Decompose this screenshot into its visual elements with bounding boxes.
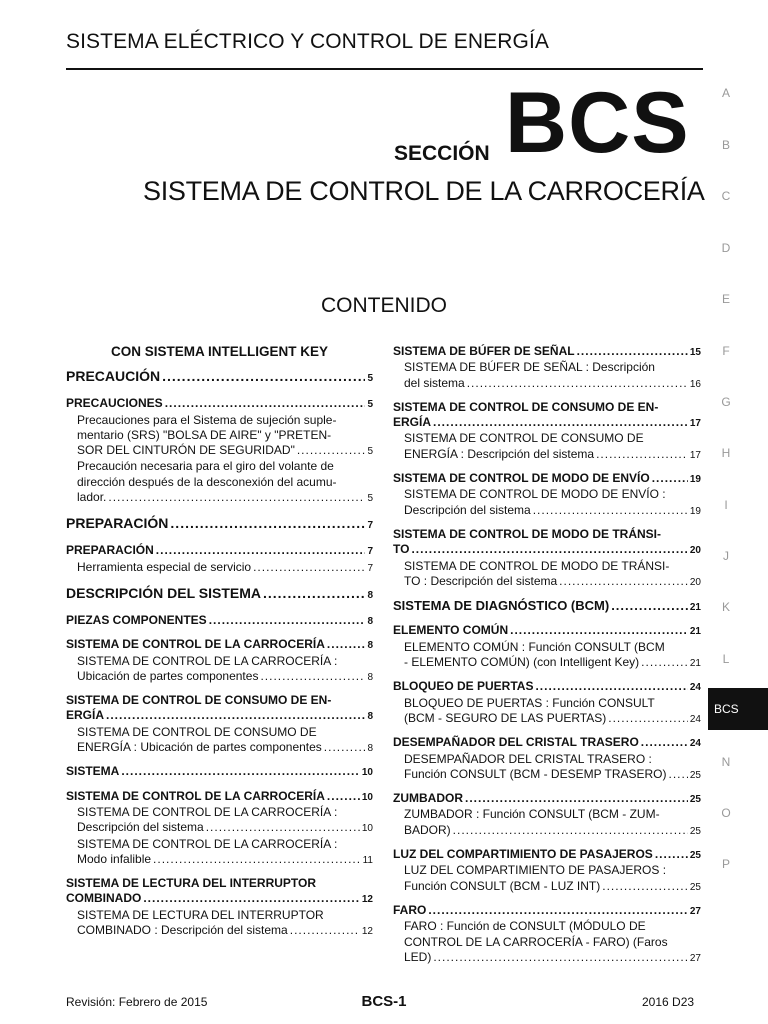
side-index-letter[interactable]: K — [721, 600, 730, 614]
toc-entry-title: PRECAUCIONES — [66, 396, 163, 411]
leader-dots — [106, 708, 365, 723]
side-index-letter[interactable]: A — [721, 86, 730, 100]
toc-entry[interactable] — [66, 637, 373, 653]
toc-page-number: 5 — [367, 373, 373, 385]
section-code: BCS — [505, 75, 690, 171]
toc-page-number: 27 — [689, 905, 701, 917]
toc-entry-title: LUZ DEL COMPARTIMIENTO DE PASAJEROS — [393, 847, 653, 862]
leader-dots — [290, 923, 360, 938]
toc-page-number: 5 — [367, 399, 373, 411]
toc-page-number: 25 — [689, 825, 701, 837]
toc-page-number: 8 — [367, 589, 373, 601]
toc-subentry[interactable] — [66, 908, 373, 940]
side-index-letter[interactable]: L — [722, 652, 730, 666]
toc-subentry[interactable] — [393, 696, 701, 728]
toc-entry-line: Modo infalible — [77, 851, 152, 866]
toc-entry-title: PRECAUCIÓN — [66, 368, 161, 385]
toc-entry-line: SISTEMA DE CONTROL DE LA CARROCERÍA : — [77, 804, 338, 819]
toc-entry-line: lador. — [77, 490, 107, 505]
toc-entry-title: SISTEMA — [66, 764, 120, 779]
toc-entry-line: ZUMBADOR : Función CONSULT (BCM - ZUM- — [404, 807, 660, 822]
toc-page-number: 7 — [367, 562, 373, 574]
toc-entry-title: DESCRIPCIÓN DEL SISTEMA — [66, 584, 261, 601]
leader-dots — [433, 415, 688, 430]
leader-dots — [327, 789, 360, 804]
toc-page-number: 7 — [367, 546, 373, 558]
toc-entry-title: SISTEMA DE DIAGNÓSTICO (BCM) — [393, 598, 610, 614]
toc-page-number: 21 — [689, 626, 701, 638]
toc-page-number: 10 — [361, 823, 373, 835]
toc-subentry[interactable] — [393, 640, 701, 672]
toc-page-number: 17 — [689, 449, 701, 461]
toc-entry-title: ELEMENTO COMÚN — [393, 623, 509, 638]
toc-entry-line: (BCM - SEGURO DE LAS PUERTAS) — [404, 710, 607, 725]
toc-entry-title: SISTEMA DE CONTROL DE LA CARROCERÍA — [66, 788, 325, 803]
toc-entry-line: LUZ DEL COMPARTIMIENTO DE PASAJEROS : — [404, 863, 667, 878]
side-index-letter[interactable]: F — [722, 344, 730, 358]
toc-page-number: 8 — [367, 640, 373, 652]
toc-entry-line: SISTEMA DE CONTROL DE CONSUMO DE — [404, 431, 644, 446]
toc-subentry[interactable] — [66, 837, 373, 869]
toc-subentry[interactable] — [66, 725, 373, 757]
side-index-letter[interactable]: D — [721, 241, 731, 255]
toc-entry[interactable] — [66, 584, 373, 605]
contents-title: CONTENIDO — [321, 294, 447, 317]
side-index-letter[interactable]: N — [721, 755, 731, 769]
leader-dots — [428, 903, 688, 918]
toc-entry-line: Precaución necesaria para el giro del volante de — [77, 459, 334, 474]
leader-dots — [209, 613, 366, 628]
toc-entry-title: Herramienta especial de servicio — [77, 559, 252, 574]
toc-group-heading: CON SISTEMA INTELLIGENT KEY — [110, 344, 328, 359]
side-index-letter[interactable]: O — [721, 806, 731, 820]
toc-entry-line: dirección después de la desconexión del acumu- — [77, 474, 337, 489]
leader-dots — [162, 367, 365, 385]
toc-subentry[interactable] — [393, 752, 701, 784]
toc-page-number: 21 — [689, 602, 701, 614]
leader-dots — [535, 679, 687, 694]
toc-entry-line: LED) — [404, 949, 432, 964]
toc-entry[interactable] — [393, 735, 701, 751]
toc-entry-line: COMBINADO — [66, 891, 142, 906]
toc-entry-line: CONTROL DE LA CARROCERÍA - FARO) (Faros — [404, 934, 668, 949]
leader-dots — [206, 820, 360, 835]
toc-page-number: 8 — [367, 671, 373, 683]
toc-page-number: 8 — [367, 615, 373, 627]
toc-entry-line: Función CONSULT (BCM - DESEMP TRASERO) — [404, 766, 667, 781]
toc-entry-line: SISTEMA DE CONTROL DE MODO DE TRÁNSI- — [404, 558, 670, 573]
leader-dots — [108, 490, 365, 505]
toc-entry-line: SISTEMA DE LECTURA DEL INTERRUPTOR — [77, 907, 324, 922]
toc-entry[interactable] — [393, 791, 701, 807]
toc-page-number: 12 — [361, 926, 373, 938]
side-index-letter[interactable]: G — [721, 395, 731, 409]
leader-dots — [467, 376, 688, 391]
toc-entry-line: SISTEMA DE LECTURA DEL INTERRUPTOR — [66, 876, 317, 891]
manual-section-title: SISTEMA ELÉCTRICO Y CONTROL DE ENERGÍA — [66, 30, 550, 53]
toc-page-number: 20 — [689, 545, 701, 557]
toc-entry-line: ERGÍA — [66, 708, 105, 723]
toc-entry-title: PIEZAS COMPONENTES — [66, 612, 207, 627]
toc-page-number: 12 — [361, 894, 373, 906]
toc-subentry[interactable] — [393, 863, 701, 895]
toc-page-number: 16 — [689, 378, 701, 390]
section-label: SECCIÓN — [394, 142, 490, 165]
toc-subentry[interactable] — [393, 431, 701, 463]
toc-page-number: 8 — [367, 743, 373, 755]
toc-entry-title: SISTEMA DE BÚFER DE SEÑAL — [393, 344, 575, 358]
toc-page-number: 11 — [362, 854, 373, 866]
toc-entry-line: SISTEMA DE CONTROL DE CONSUMO DE EN- — [393, 399, 659, 414]
toc-page-number: 20 — [689, 576, 701, 588]
leader-dots — [596, 447, 688, 462]
revision-date: Revisión: Febrero de 2015 — [66, 995, 208, 1009]
toc-entry-line: SISTEMA DE CONTROL DE LA CARROCERÍA : — [77, 653, 338, 668]
leader-dots — [263, 584, 365, 602]
toc-entry[interactable] — [66, 789, 373, 805]
toc-page-number: 5 — [367, 493, 373, 505]
toc-entry[interactable] — [66, 613, 373, 629]
toc-entry-line: COMBINADO : Descripción del sistema — [77, 923, 288, 938]
toc-subentry[interactable] — [393, 807, 701, 839]
toc-subentry[interactable] — [393, 360, 701, 392]
toc-entry-title: SISTEMA DE CONTROL DE MODO DE ENVÍO — [393, 471, 650, 486]
toc-entry-title: FARO — [393, 902, 427, 917]
toc-page-number: 19 — [689, 474, 701, 486]
toc-entry-line: Ubicación de partes componentes — [77, 668, 259, 683]
leader-dots — [611, 598, 688, 613]
toc-entry[interactable] — [66, 367, 373, 388]
toc-entry-line: SOR DEL CINTURÓN DE SEGURIDAD" — [77, 443, 295, 458]
leader-dots — [156, 543, 366, 558]
toc-entry-line: - ELEMENTO COMÚN) (con Intelligent Key) — [404, 655, 640, 670]
leader-dots — [170, 514, 365, 532]
toc-entry[interactable] — [393, 847, 701, 863]
leader-dots — [143, 891, 360, 906]
side-index-letter[interactable]: E — [721, 292, 730, 306]
toc-entry-line: SISTEMA DE CONTROL DE MODO DE TRÁNSI- — [393, 526, 662, 541]
leader-dots — [655, 847, 688, 862]
toc-subentry[interactable] — [66, 413, 373, 460]
toc-entry[interactable] — [66, 764, 373, 780]
toc-subentry[interactable] — [66, 459, 373, 506]
toc-entry[interactable] — [393, 400, 701, 432]
toc-page-number: 17 — [689, 418, 701, 430]
toc-page-number: 7 — [367, 520, 373, 532]
leader-dots — [433, 950, 688, 965]
toc-page-number: 19 — [689, 505, 701, 517]
toc-page-number: 15 — [689, 347, 701, 358]
toc-entry-line: Descripción del sistema — [404, 502, 531, 517]
toc-entry-line: TO — [393, 542, 410, 557]
toc-subentry[interactable] — [66, 805, 373, 837]
toc-entry[interactable] — [66, 876, 373, 908]
leader-dots — [602, 879, 688, 894]
header-divider — [66, 68, 703, 70]
toc-page-number: 24 — [689, 713, 701, 725]
toc-entry-title: ZUMBADOR — [393, 791, 463, 806]
toc-entry-line: DESEMPAÑADOR DEL CRISTAL TRASERO : — [404, 751, 652, 766]
leader-dots — [411, 542, 687, 557]
toc-entry-line: TO : Descripción del sistema — [404, 573, 558, 588]
toc-subentry[interactable] — [393, 919, 701, 966]
toc-page-number: 25 — [689, 794, 701, 806]
side-index-letter[interactable]: C — [721, 189, 731, 203]
toc-page-number: 10 — [361, 767, 373, 779]
leader-dots — [121, 764, 360, 779]
leader-dots — [510, 623, 688, 638]
toc-page-number: 25 — [689, 881, 701, 893]
leader-dots — [297, 443, 366, 458]
toc-entry-line: ENERGÍA : Descripción del sistema — [404, 446, 595, 461]
toc-entry-title: BLOQUEO DE PUERTAS — [393, 679, 534, 694]
toc-entry-line: FARO : Función de CONSULT (MÓDULO DE — [404, 919, 646, 934]
toc-entry[interactable] — [66, 396, 373, 412]
leader-dots — [165, 396, 366, 411]
toc-entry-line: ERGÍA — [393, 415, 432, 430]
toc-entry[interactable] — [393, 903, 701, 919]
toc-entry[interactable] — [66, 543, 373, 559]
toc-subentry[interactable] — [66, 560, 373, 576]
toc-entry-line: Descripción del sistema — [77, 820, 204, 835]
toc-page-number: 10 — [361, 791, 373, 803]
toc-page-number: 25 — [689, 769, 701, 781]
leader-dots — [652, 471, 688, 486]
toc-entry[interactable] — [393, 623, 701, 639]
leader-dots — [253, 560, 365, 575]
leader-dots — [608, 711, 688, 726]
page-number: BCS-1 — [361, 993, 407, 1010]
leader-dots — [641, 735, 688, 750]
toc-subentry[interactable] — [66, 654, 373, 686]
toc-entry-line: mentario (SRS) "BOLSA DE AIRE" y "PRETEN- — [77, 427, 332, 442]
toc-entry[interactable] — [393, 471, 701, 487]
toc-subentry[interactable] — [393, 487, 701, 519]
leader-dots — [153, 852, 361, 867]
toc-entry-line: del sistema — [404, 375, 465, 390]
model-code: 2016 D23 — [642, 995, 695, 1009]
toc-entry[interactable] — [66, 514, 373, 535]
leader-dots — [669, 767, 688, 782]
toc-page-number: 24 — [689, 738, 701, 750]
side-index-letter[interactable]: H — [721, 446, 731, 460]
leader-dots — [559, 574, 688, 589]
toc-entry-line: BLOQUEO DE PUERTAS : Función CONSULT — [404, 695, 655, 710]
toc-page-number: 24 — [689, 682, 701, 694]
section-title: SISTEMA DE CONTROL DE LA CARROCERÍA — [143, 176, 705, 206]
toc-entry-title: SISTEMA DE CONTROL DE LA CARROCERÍA — [66, 637, 325, 652]
toc-entry-line: Función CONSULT (BCM - LUZ INT) — [404, 878, 601, 893]
leader-dots — [324, 740, 366, 755]
side-index-letter[interactable]: J — [723, 549, 729, 563]
toc-entry-line: SISTEMA DE CONTROL DE CONSUMO DE EN- — [66, 693, 332, 708]
toc-entry-line: ELEMENTO COMÚN : Función CONSULT (BCM — [404, 639, 665, 654]
leader-dots — [453, 823, 688, 838]
toc-entry[interactable] — [393, 344, 701, 360]
leader-dots — [533, 503, 688, 518]
toc-entry-title: DESEMPAÑADOR DEL CRISTAL TRASERO — [393, 735, 639, 750]
toc-entry[interactable] — [393, 679, 701, 695]
side-index-letter[interactable]: I — [724, 498, 728, 512]
toc-page-number: 5 — [367, 446, 373, 458]
leader-dots — [260, 669, 365, 684]
leader-dots — [641, 655, 688, 670]
toc-page-number: 27 — [689, 952, 701, 964]
side-index-active-tab[interactable]: BCS — [708, 688, 768, 730]
toc-page-number: 21 — [689, 658, 701, 670]
leader-dots — [327, 637, 366, 652]
toc-entry-line: SISTEMA DE CONTROL DE MODO DE ENVÍO : — [404, 487, 666, 502]
toc-left-column — [66, 344, 373, 939]
toc-entry-line: BADOR) — [404, 822, 451, 837]
toc-entry-line: Precauciones para el Sistema de sujeción suple- — [77, 412, 337, 427]
toc-entry-line: SISTEMA DE CONTROL DE LA CARROCERÍA : — [77, 836, 338, 851]
leader-dots — [577, 344, 688, 359]
toc-page-number: 25 — [689, 850, 701, 862]
toc-entry[interactable] — [66, 693, 373, 725]
toc-right-column — [393, 344, 701, 966]
toc-entry-title: PREPARACIÓN — [66, 515, 169, 532]
leader-dots — [465, 791, 688, 806]
toc-entry[interactable] — [393, 598, 701, 615]
toc-subentry[interactable] — [393, 559, 701, 591]
toc-entry-line: ENERGÍA : Ubicación de partes componentes — [77, 740, 322, 755]
toc-entry[interactable] — [393, 527, 701, 559]
side-index-letter[interactable]: P — [721, 857, 730, 871]
toc-page-number: 8 — [367, 711, 373, 723]
toc-entry-line: SISTEMA DE BÚFER DE SEÑAL : Descripción — [404, 360, 655, 375]
toc-entry-title: PREPARACIÓN — [66, 543, 154, 558]
side-index-letter[interactable]: B — [721, 138, 730, 152]
toc-entry-line: SISTEMA DE CONTROL DE CONSUMO DE — [77, 724, 317, 739]
